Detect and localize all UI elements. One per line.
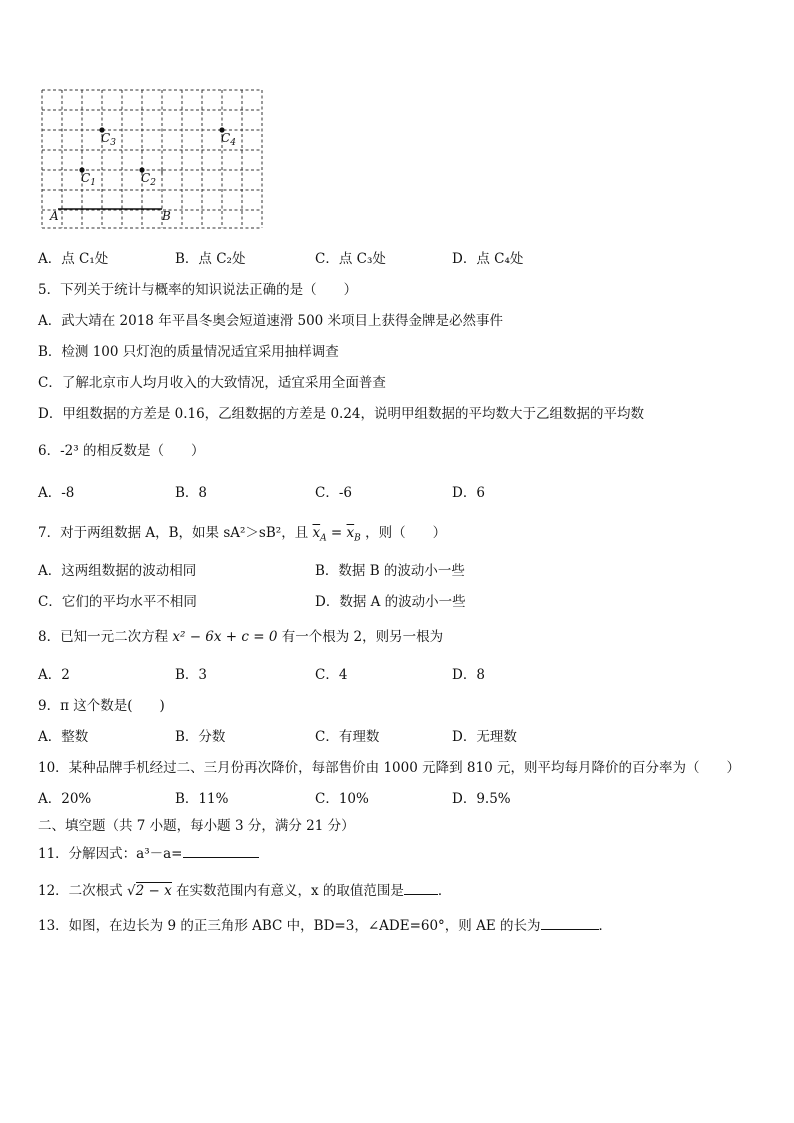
q11-stem: [38, 843, 259, 863]
q8-stem-suffix: 有一个根为 2，则另一根为: [281, 629, 444, 645]
label-c2: $C_2$: [141, 171, 156, 188]
q12-radicand: 2 − x: [135, 883, 172, 899]
label-c3: $C_3$: [101, 131, 116, 148]
q8-option-b[interactable]: B．3: [175, 667, 208, 683]
q7-stem-suffix: ，则（ ）: [365, 525, 447, 541]
q5-stem: 5．下列关于统计与概率的知识说法正确的是（ ）: [38, 282, 358, 298]
q5-option-b[interactable]: B．检测 100 只灯泡的质量情况适宜采用抽样调查: [38, 344, 339, 360]
section-heading: 二、填空题（共 7 小题，每小题 3 分，满分 21 分）: [38, 818, 355, 834]
q9-option-b[interactable]: B．分数: [175, 729, 226, 745]
q4-option-c[interactable]: C．点 C₃处: [315, 251, 386, 267]
q6-option-c[interactable]: C．-6: [315, 485, 352, 501]
q10-stem: 10．某种品牌手机经过二、三月份再次降价，每部售价由 1000 元降到 810 元，则平均每月降价的百分率为（ ）: [38, 760, 740, 776]
q5-option-c[interactable]: C．了解北京市人均月收入的大致情况，适宜采用全面普查: [38, 375, 386, 391]
q5-option-d[interactable]: D．甲组数据的方差是 0.16，乙组数据的方差是 0.24，说明甲组数据的平均数大于乙组数据的平均数: [38, 406, 645, 422]
q12-suffix: 在实数范围内有意义，x 的取值范围是: [176, 883, 404, 899]
q7-mean-equality: $\overline{x}_A = \overline{x}_B$: [312, 525, 361, 544]
q7-option-a[interactable]: A．这两组数据的波动相同: [38, 563, 197, 579]
q4-option-d[interactable]: D．点 C₄处: [452, 251, 524, 267]
q7-stem-prefix: 7．对于两组数据 A，B，如果 sA²＞sB²，且: [38, 525, 309, 541]
q12-end: ．: [437, 883, 452, 899]
q4-option-a[interactable]: A．点 C₁处: [38, 251, 109, 267]
q7-stem: [38, 524, 446, 548]
q8-option-a[interactable]: A．2: [38, 667, 70, 683]
q9-option-c[interactable]: C．有理数: [315, 729, 380, 745]
q8-equation: x² − 6x + c = 0: [172, 629, 278, 645]
q6-option-d[interactable]: D．6: [452, 485, 485, 501]
q9-option-d[interactable]: D．无理数: [452, 729, 517, 745]
q11-answer-blank[interactable]: [183, 843, 259, 858]
q7-option-d[interactable]: D．数据 A 的波动小一些: [315, 594, 466, 610]
q6-option-a[interactable]: A．-8: [38, 485, 75, 501]
q10-option-a[interactable]: A．20%: [38, 791, 92, 807]
q13-text: 13．如图，在边长为 9 的正三角形 ABC 中，BD=3，∠ADE=60°，则 AE 的长为: [38, 918, 541, 934]
q11-text: 11．分解因式：a³－a=: [38, 846, 183, 862]
q12-stem: [38, 880, 451, 900]
q6-option-b[interactable]: B．8: [175, 485, 208, 501]
q13-stem: [38, 915, 612, 935]
q10-option-b[interactable]: B．11%: [175, 791, 229, 807]
q8-stem-prefix: 8．已知一元二次方程: [38, 629, 169, 645]
label-c1: $C_1$: [81, 171, 96, 188]
q8-option-c[interactable]: C．4: [315, 667, 348, 683]
q8-option-d[interactable]: D．8: [452, 667, 485, 683]
grid-figure: [40, 88, 266, 232]
q10-option-c[interactable]: C．10%: [315, 791, 369, 807]
q9-option-a[interactable]: A．整数: [38, 729, 89, 745]
q13-answer-blank[interactable]: [541, 915, 599, 930]
q13-end: ．: [598, 918, 612, 934]
label-b: B: [162, 209, 171, 223]
q5-option-a[interactable]: A．武大靖在 2018 年平昌冬奥会短道速滑 500 米项目上获得金牌是必然事件: [38, 313, 504, 329]
q12-radical: √2 − x: [126, 883, 172, 899]
q7-option-b[interactable]: B．数据 B 的波动小一些: [315, 563, 465, 579]
q10-option-d[interactable]: D．9.5%: [452, 791, 511, 807]
q8-stem: [38, 628, 443, 646]
q6-stem: 6．-2³ 的相反数是（ ）: [38, 443, 205, 459]
label-c4: $C_4$: [221, 131, 236, 148]
q4-option-b[interactable]: B．点 C₂处: [175, 251, 246, 267]
q12-answer-blank[interactable]: [404, 880, 438, 895]
q12-prefix: 12．二次根式: [38, 883, 123, 899]
q9-stem: 9．π 这个数是( ): [38, 698, 165, 714]
q7-option-c[interactable]: C．它们的平均水平不相同: [38, 594, 197, 610]
label-a: A: [50, 209, 59, 223]
